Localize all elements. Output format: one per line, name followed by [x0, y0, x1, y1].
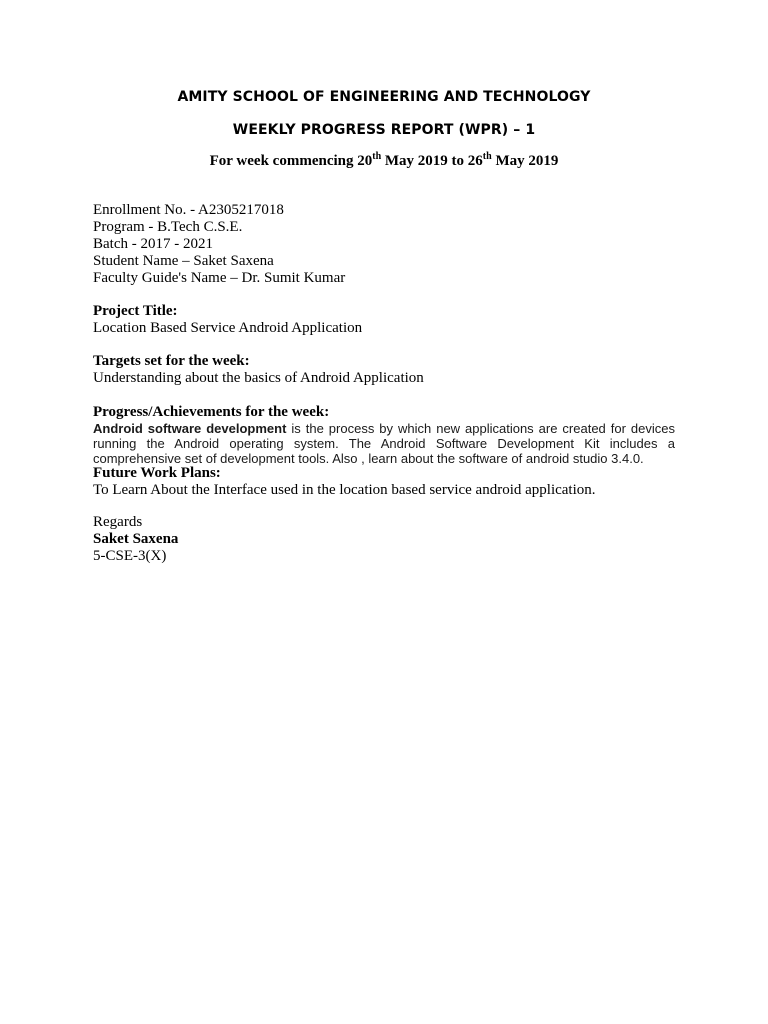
- student-name: Student Name – Saket Saxena: [93, 253, 274, 269]
- school-heading: AMITY SCHOOL OF ENGINEERING AND TECHNOLOGY: [177, 89, 591, 105]
- faculty-guide: Faculty Guide's Name – Dr. Sumit Kumar: [93, 270, 346, 286]
- progress-bold-lead: Android software development: [93, 421, 287, 436]
- class-section: 5-CSE-3(X): [93, 548, 167, 564]
- progress-section: [93, 404, 683, 466]
- targets-section: [93, 353, 683, 387]
- future-value: To Learn About the Interface used in the location based service android application.: [93, 482, 596, 498]
- future-label: Future Work Plans:: [93, 465, 221, 481]
- project-section: [93, 303, 683, 337]
- report-heading: WEEKLY PROGRESS REPORT (WPR) – 1: [232, 122, 536, 138]
- enrollment-number: Enrollment No. - A2305217018: [93, 202, 284, 218]
- week-sup-1: th: [372, 151, 382, 162]
- targets-label: Targets set for the week:: [93, 353, 250, 369]
- progress-text: is the process by which new applications are created for devices running the Android operating system. The Android Software Development Kit includes a comprehensive set of development tools. Also , learn about the software of android studio 3.4.0.: [93, 421, 675, 466]
- student-details: [93, 202, 683, 287]
- closing-section: [93, 514, 683, 565]
- batch: Batch - 2017 - 2021: [93, 236, 213, 252]
- progress-label: Progress/Achievements for the week:: [93, 404, 330, 420]
- progress-paragraph: [93, 421, 675, 466]
- project-title-label: Project Title:: [93, 303, 178, 319]
- project-title-value: Location Based Service Android Application: [93, 320, 363, 336]
- week-suffix: May 2019: [491, 153, 559, 169]
- week-middle: May 2019 to 26: [381, 153, 483, 169]
- program: Program - B.Tech C.S.E.: [93, 219, 243, 235]
- week-prefix: For week commencing 20: [209, 153, 373, 169]
- future-section: [93, 465, 683, 499]
- signature-name: Saket Saxena: [93, 531, 179, 547]
- regards: Regards: [93, 514, 143, 530]
- week-sup-2: th: [482, 151, 492, 162]
- week-range: [0, 153, 768, 170]
- targets-value: Understanding about the basics of Android Application: [93, 370, 424, 386]
